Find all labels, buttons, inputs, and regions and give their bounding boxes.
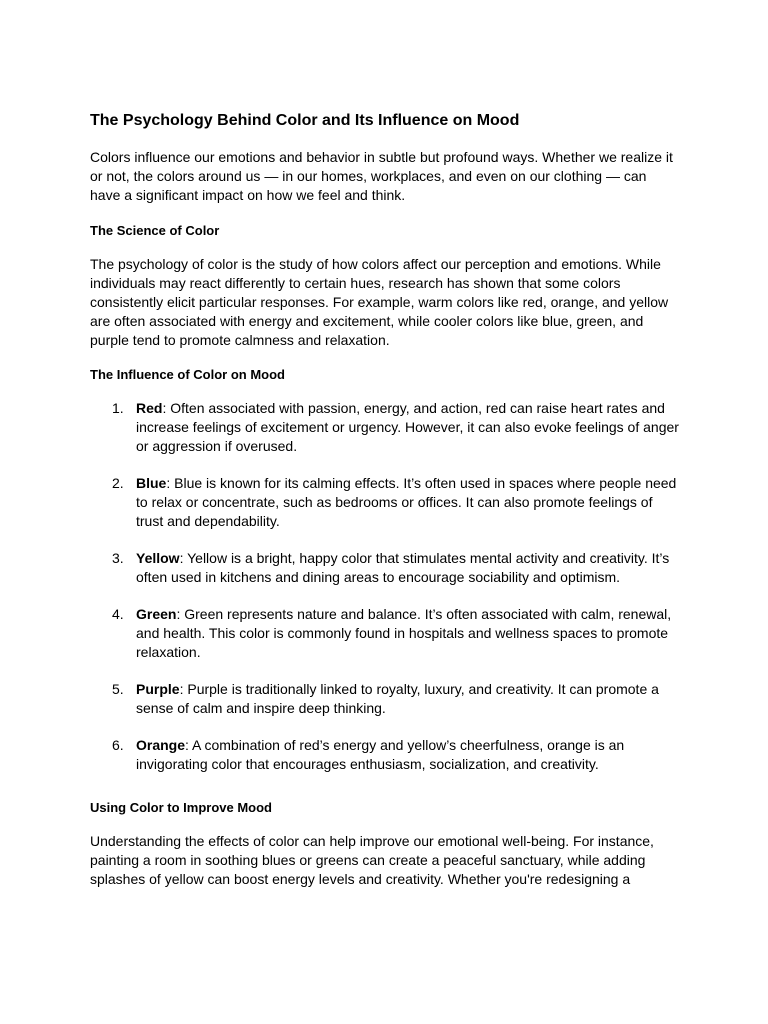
list-number: 1.: [112, 400, 124, 416]
list-term: Blue: [136, 475, 167, 491]
list-term: Yellow: [136, 550, 180, 566]
list-number: 2.: [112, 475, 124, 491]
section-heading-improve: Using Color to Improve Mood: [90, 800, 272, 815]
list-term: Orange: [136, 737, 186, 753]
section-heading-influence: The Influence of Color on Mood: [90, 367, 285, 382]
intro-paragraph: Colors influence our emotions and behavior in subtle but profound ways. Whether we realize it or not, the colors around us — in our homes, workplaces, and even on our clothing — can have a significant impact on how we feel and think.: [90, 149, 673, 203]
list-item-blue: [90, 474, 680, 531]
list-item-orange: [90, 736, 680, 774]
list-number: 6.: [112, 737, 124, 753]
list-text: : A combination of red’s energy and yellow’s cheerfulness, orange is an invigorating color that encourages enthusiasm, socialization, and creativity.: [136, 737, 625, 772]
list-term: Purple: [136, 681, 180, 697]
list-item-yellow: [90, 549, 680, 587]
list-term: Red: [136, 400, 163, 416]
list-item-green: [90, 605, 680, 662]
list-text: : Often associated with passion, energy, and action, red can raise heart rates and increase feelings of excitement or urgency. However, it can also evoke feelings of anger or aggression if overused.: [136, 400, 679, 454]
list-item-purple: [90, 680, 680, 718]
list-number: 5.: [112, 681, 124, 697]
list-item-red: [90, 399, 680, 456]
document-page: [90, 111, 680, 889]
list-text: : Yellow is a bright, happy color that stimulates mental activity and creativity. It’s often used in kitchens and dining areas to encourage sociability and optimism.: [136, 550, 670, 585]
science-paragraph: The psychology of color is the study of how colors affect our perception and emotions. While individuals may react differently to certain hues, research has shown that some colors consistently elicit particular responses. For example, warm colors like red, orange, and yellow are often associated with energy and excitement, while cooler colors like blue, green, and purple tend to promote calmness and relaxation.: [90, 256, 669, 348]
list-term: Green: [136, 606, 177, 622]
section-heading-science: The Science of Color: [90, 223, 220, 238]
color-list: [90, 399, 680, 774]
document-title: The Psychology Behind Color and Its Influence on Mood: [90, 112, 520, 129]
list-text: : Purple is traditionally linked to royalty, luxury, and creativity. It can promote a sense of calm and inspire deep thinking.: [136, 681, 659, 716]
list-text: : Green represents nature and balance. It’s often associated with calm, renewal, and health. This color is commonly found in hospitals and wellness spaces to promote relaxation.: [136, 606, 672, 660]
improve-paragraph: Understanding the effects of color can help improve our emotional well-being. For instance, painting a room in soothing blues or greens can create a peaceful sanctuary, while adding splashes of yellow can boost energy levels and creativity. Whether you're redesigning a: [90, 833, 654, 887]
list-number: 4.: [112, 606, 124, 622]
list-text: : Blue is known for its calming effects. It’s often used in spaces where people need to relax or concentrate, such as bedrooms or offices. It can also promote feelings of trust and dependability.: [136, 475, 677, 529]
list-number: 3.: [112, 550, 124, 566]
